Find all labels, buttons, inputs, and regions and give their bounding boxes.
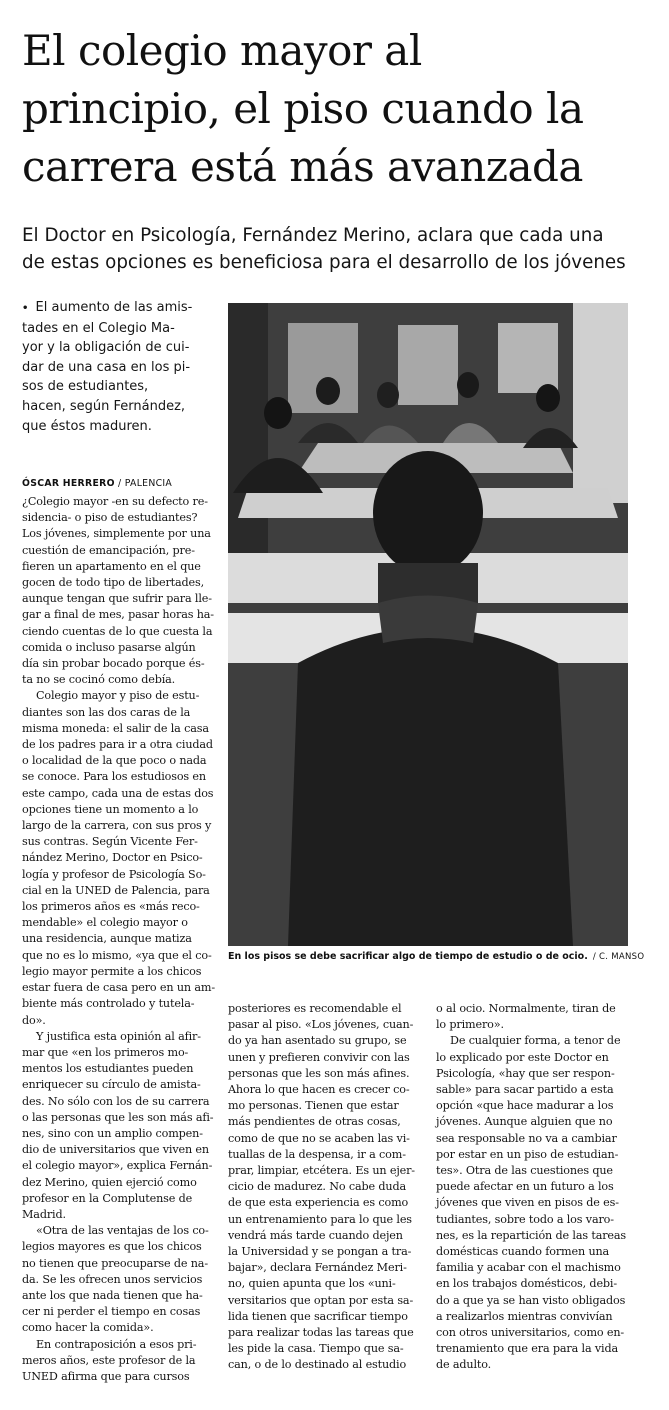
body-text-line: de adulto. bbox=[436, 1358, 492, 1372]
body-text-line: legios mayores es que los chicos bbox=[22, 1240, 202, 1254]
subhead-line: de estas opciones es beneficiosa para el desarrollo de los jóvenes bbox=[22, 252, 626, 273]
student-head bbox=[457, 372, 479, 398]
student-head bbox=[377, 382, 399, 408]
summary-line: dar de una casa en los pi- bbox=[22, 359, 191, 375]
body-text-line: gocen de todo tipo de libertades, bbox=[22, 576, 205, 590]
headline bbox=[22, 22, 652, 196]
body-text-line: Psicología, «hay que ser respon- bbox=[436, 1066, 615, 1080]
body-text-line: vendrá más tarde cuando dejen bbox=[228, 1228, 403, 1242]
body-text-line: cuestión de emancipación, pre- bbox=[22, 543, 195, 557]
body-text-line: domésticas cuando formen una bbox=[436, 1245, 610, 1259]
body-text-line: UNED afirma que para cursos bbox=[22, 1369, 190, 1383]
body-text-line: De cualquier forma, a tenor de bbox=[450, 1034, 621, 1048]
body-text-line: para realizar todas las tareas que bbox=[228, 1326, 414, 1340]
body-text-line: posteriores es recomendable el bbox=[228, 1002, 402, 1015]
body-text-line: profesor en la Complutense de bbox=[22, 1191, 193, 1205]
body-text-line: ciendo cuentas de lo que cuesta la bbox=[22, 624, 213, 638]
byline-author: ÓSCAR HERRERO bbox=[22, 478, 115, 489]
body-text-line: do». bbox=[22, 1013, 46, 1027]
body-text-line: de que esta experiencia es como bbox=[228, 1196, 409, 1210]
body-text-line: ta no se cocinó como debía. bbox=[22, 673, 176, 687]
body-text-line: como hacer la comida». bbox=[22, 1321, 154, 1335]
body-text-line: más pendientes de otras cosas, bbox=[228, 1115, 401, 1129]
body-text-line: lida tienen que sacrificar tiempo bbox=[228, 1309, 408, 1323]
summary-line bbox=[22, 298, 220, 319]
window-center bbox=[398, 325, 458, 405]
body-text-line: nes, sino con un amplio compen- bbox=[22, 1126, 203, 1140]
photo-caption bbox=[228, 951, 648, 962]
foreground-student-sweater bbox=[288, 628, 573, 946]
body-text-line: Colegio mayor y piso de estu- bbox=[36, 689, 200, 703]
body-text-line: Los jóvenes, simplemente por una bbox=[22, 527, 211, 541]
article-column-1 bbox=[22, 494, 222, 1385]
summary-line: hacen, según Fernández, bbox=[22, 398, 186, 414]
body-text-line: aunque tengan que sufrir para lle- bbox=[22, 592, 212, 606]
body-text-line: dio de universitarios que viven en bbox=[22, 1143, 209, 1157]
body-text-line: mendable» el colegio mayor o bbox=[22, 916, 188, 930]
body-text-line: o las personas que les son más afi- bbox=[22, 1110, 214, 1124]
sweater-collar bbox=[378, 596, 478, 644]
photo-credit: / C. MANSO bbox=[589, 952, 645, 962]
body-text-line: bajar», declara Fernández Meri- bbox=[228, 1261, 407, 1275]
student-head bbox=[264, 397, 292, 429]
body-text-line: a realizarlos mientras convivían bbox=[436, 1309, 613, 1323]
body-text-line: Madrid. bbox=[22, 1207, 66, 1221]
body-text-line: opción «que hace madurar a los bbox=[436, 1099, 614, 1113]
body-text-line: meros años, este profesor de la bbox=[22, 1353, 196, 1367]
body-text-line: un entrenamiento para lo que les bbox=[228, 1212, 412, 1226]
student-head bbox=[316, 377, 340, 405]
body-text-line: can, o de lo destinado al estudio bbox=[228, 1358, 407, 1372]
body-text-line: sea responsable no va a cambiar bbox=[436, 1131, 617, 1145]
body-text-line: do a que ya se han visto obligados bbox=[436, 1293, 626, 1307]
body-text-line: da. Se les ofrecen unos servicios bbox=[22, 1272, 203, 1286]
body-text-line: lo explicado por este Doctor en bbox=[436, 1050, 609, 1064]
body-text-line: los primeros años es «más reco- bbox=[22, 900, 200, 914]
body-text-line: cicio de madurez. No cabe duda bbox=[228, 1180, 406, 1194]
body-text-line: lo primero». bbox=[436, 1018, 504, 1032]
summary-line-text: El aumento de las amis- bbox=[35, 300, 193, 315]
body-text-line: biente más controlado y tutela- bbox=[22, 997, 195, 1011]
headline-line: El colegio mayor al bbox=[22, 26, 422, 75]
body-text-line: tuallas de la despensa, ir a com- bbox=[228, 1147, 406, 1161]
article-column-2 bbox=[228, 1001, 428, 1374]
body-text-line: familia y acabar con el machismo bbox=[436, 1261, 621, 1275]
body-text-line: comida o incluso pasarse algún bbox=[22, 640, 196, 654]
body-text-line: prar, limpiar, etcétera. Es un ejer- bbox=[228, 1164, 415, 1178]
body-text-line: trenamiento que era para la vida bbox=[436, 1342, 619, 1356]
headline-line: principio, el piso cuando la bbox=[22, 84, 584, 133]
body-text-line: tudiantes, sobre todo a los varo- bbox=[436, 1212, 614, 1226]
body-text-line: pasar al piso. «Los jóvenes, cuan- bbox=[228, 1018, 414, 1032]
body-text-line: por estar en un piso de estudian- bbox=[436, 1147, 619, 1161]
body-text-line: des. No sólo con los de su carrera bbox=[22, 1094, 210, 1108]
body-text-line: mentos los estudiantes pueden bbox=[22, 1062, 194, 1076]
body-text-line: el colegio mayor», explica Fernán- bbox=[22, 1159, 213, 1173]
body-text-line: nes, es la repartición de las tareas bbox=[436, 1228, 626, 1242]
body-text-line: misma moneda: el salir de la casa bbox=[22, 721, 209, 735]
body-text-line: no, quien apunta que los «uni- bbox=[228, 1277, 396, 1291]
bright-window-right bbox=[573, 303, 628, 503]
body-text-line: les pide la casa. Tiempo que sa- bbox=[228, 1342, 404, 1356]
body-text-line: ¿Colegio mayor -en su defecto re- bbox=[22, 495, 208, 508]
body-text-line: gar a final de mes, pasar horas ha- bbox=[22, 608, 214, 622]
body-text-line: en los trabajos domésticos, debi- bbox=[436, 1277, 617, 1291]
byline bbox=[22, 478, 222, 489]
body-text-line: legio mayor permite a los chicos bbox=[22, 964, 202, 978]
body-text-line: largo de la carrera, con sus pros y bbox=[22, 819, 212, 833]
body-text-line: sus contras. Según Vicente Fer- bbox=[22, 835, 198, 849]
body-text-line: do ya han asentado su grupo, se bbox=[228, 1034, 407, 1048]
body-text-line: logía y profesor de Psicología So- bbox=[22, 867, 206, 881]
summary-line: tades en el Colegio Ma- bbox=[22, 320, 175, 336]
summary-line: yor y la obligación de cui- bbox=[22, 340, 190, 356]
caption-text: En los pisos se debe sacrificar algo de tiempo de estudio o de ocio. bbox=[228, 951, 588, 962]
article-column-3 bbox=[436, 1001, 646, 1374]
bullet-icon: • bbox=[22, 303, 29, 314]
student-head bbox=[536, 384, 560, 412]
headline-line: carrera está más avanzada bbox=[22, 142, 583, 191]
body-text-line: ante los que nada tienen que ha- bbox=[22, 1288, 203, 1302]
article-photo bbox=[228, 303, 628, 946]
body-text-line: mar que «en los primeros mo- bbox=[22, 1045, 189, 1059]
body-text-line: mo personas. Tienen que estar bbox=[228, 1099, 399, 1113]
study-room-photo bbox=[228, 303, 628, 946]
body-text-line: «Otra de las ventajas de los co- bbox=[36, 1224, 209, 1238]
body-text-line: día sin probar bocado porque és- bbox=[22, 657, 205, 671]
body-text-line: cial en la UNED de Palencia, para bbox=[22, 883, 210, 897]
body-text-line: nández Merino, Doctor en Psico- bbox=[22, 851, 203, 865]
body-text-line: versitarios que optan por esta sa- bbox=[228, 1293, 414, 1307]
body-text-line: puede afectar en un futuro a los bbox=[436, 1180, 614, 1194]
body-text-line: personas que les son más afines. bbox=[228, 1066, 410, 1080]
body-text-line: se conoce. Para los estudiosos en bbox=[22, 770, 206, 784]
body-text-line: sidencia- o piso de estudiantes? bbox=[22, 511, 198, 525]
body-text-line: la Universidad y se pongan a tra- bbox=[228, 1245, 412, 1259]
summary-line: que éstos maduren. bbox=[22, 418, 152, 434]
body-text-line: tes». Otra de las cuestiones que bbox=[436, 1164, 613, 1178]
body-text-line: dez Merino, quien ejerció como bbox=[22, 1175, 197, 1189]
body-text-line: jóvenes. Aunque alguien que no bbox=[436, 1115, 613, 1129]
body-text-line: o al ocio. Normalmente, tiran de bbox=[436, 1002, 616, 1015]
body-text-line: Y justifica esta opinión al afir- bbox=[36, 1029, 201, 1043]
body-text-line: una residencia, aunque matiza bbox=[22, 932, 192, 946]
subhead-line: El Doctor en Psicología, Fernández Merino, aclara que cada una bbox=[22, 225, 604, 246]
body-text-line: de los padres para ir a otra ciudad bbox=[22, 738, 213, 752]
body-text-line: como de que no se acaben las vi- bbox=[228, 1131, 410, 1145]
body-text-line: que no es lo mismo, «ya que el co- bbox=[22, 948, 212, 962]
foreground-student-head bbox=[373, 451, 483, 575]
body-text-line: este campo, cada una de estas dos bbox=[22, 786, 214, 800]
body-text-line: sable» para sacar partido a esta bbox=[436, 1083, 614, 1097]
body-text-line: fieren un apartamento en el que bbox=[22, 559, 201, 573]
byline-place: / PALENCIA bbox=[114, 478, 173, 489]
body-text-line: enriquecer su círculo de amista- bbox=[22, 1078, 201, 1092]
body-text-line: jóvenes que viven en pisos de es- bbox=[436, 1196, 619, 1210]
subheadline bbox=[22, 222, 662, 276]
body-text-line: cer ni perder el tiempo en cosas bbox=[22, 1305, 201, 1319]
body-text-line: diantes son las dos caras de la bbox=[22, 705, 191, 719]
body-text-line: En contraposición a esos pri- bbox=[36, 1337, 197, 1351]
body-text-line: no tienen que preocuparse de na- bbox=[22, 1256, 208, 1270]
summary-box bbox=[22, 298, 220, 436]
body-text-line: Ahora lo que hacen es crecer co- bbox=[228, 1083, 410, 1097]
poster bbox=[498, 323, 558, 393]
body-text-line: opciones tiene un momento a lo bbox=[22, 802, 199, 816]
body-text-line: o localidad de la que poco o nada bbox=[22, 754, 207, 768]
summary-line: sos de estudiantes, bbox=[22, 379, 149, 395]
body-text-line: unen y prefieren convivir con las bbox=[228, 1050, 410, 1064]
body-text-line: estar fuera de casa pero en un am- bbox=[22, 981, 215, 995]
body-text-line: con otros universitarios, como en- bbox=[436, 1326, 625, 1340]
